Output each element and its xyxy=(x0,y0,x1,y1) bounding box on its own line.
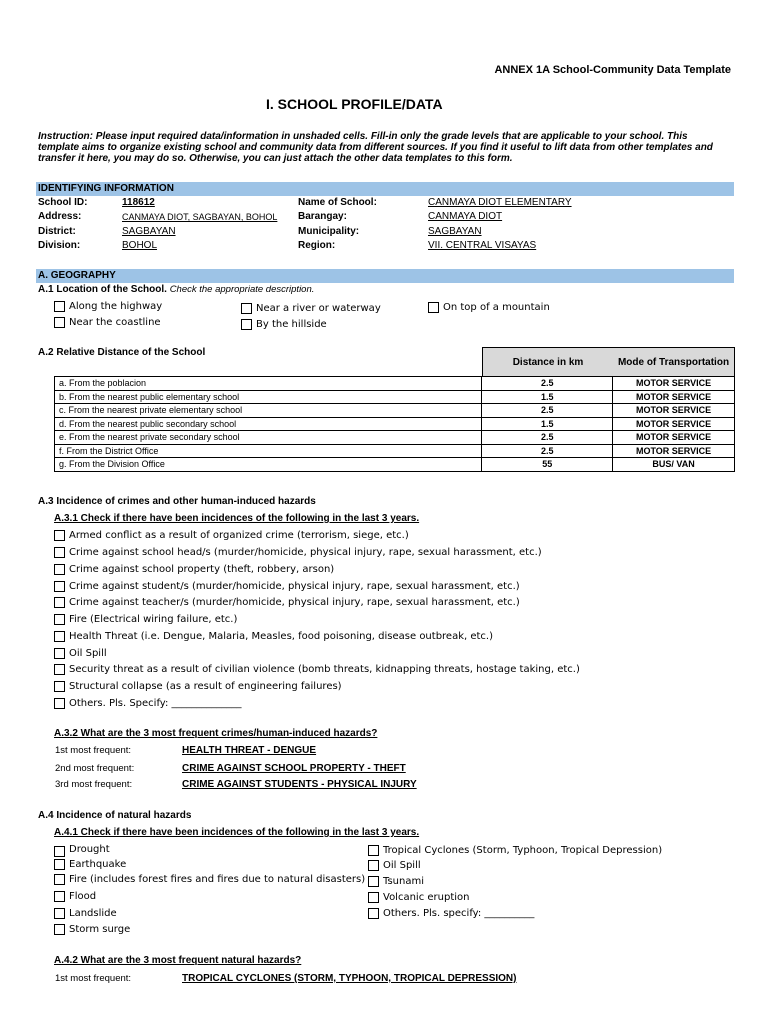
checkbox-icon xyxy=(54,859,65,870)
checkbox-icon xyxy=(54,846,65,857)
distance-label: a. From the poblacion xyxy=(55,377,482,391)
checkbox-icon xyxy=(54,891,65,902)
checkbox-icon xyxy=(54,530,65,541)
page-title: I. SCHOOL PROFILE/DATA xyxy=(266,96,443,112)
region-label: Region: xyxy=(298,240,336,251)
natural-label: Storm surge xyxy=(69,924,131,935)
crime-label: Crime against school head/s (murder/homicide, physical injury, rape, sexual harassment, etc.) xyxy=(69,547,542,558)
crime-label: Crime against school property (theft, robbery, arson) xyxy=(69,564,335,575)
checkbox-icon xyxy=(241,319,252,330)
a32-title: A.3.2 What are the 3 most frequent crimes/human-induced hazards? xyxy=(54,728,378,739)
identifying-information-band: IDENTIFYING INFORMATION xyxy=(36,182,734,196)
natural-freq-1-label: 1st most frequent: xyxy=(55,973,132,984)
table-row xyxy=(55,404,735,418)
distance-label: e. From the nearest private secondary school xyxy=(55,431,482,445)
natural-label: Drought xyxy=(69,844,110,855)
municipality-label: Municipality: xyxy=(298,226,360,237)
location-hillside-checkbox[interactable] xyxy=(241,319,391,330)
checkbox-icon xyxy=(368,845,379,856)
district-value[interactable]: SAGBAYAN xyxy=(122,226,176,237)
district-label: District: xyxy=(38,226,76,237)
location-label: Along the highway xyxy=(69,301,163,312)
transport-mode[interactable]: MOTOR SERVICE xyxy=(613,404,735,418)
crime-school-property-checkbox[interactable] xyxy=(54,564,446,575)
distance-column-header: Distance in km xyxy=(482,347,614,377)
division-label: Division: xyxy=(38,240,81,251)
crime-freq-1-value[interactable]: HEALTH THREAT - DENGUE xyxy=(182,745,317,756)
hazard-health-threat-checkbox[interactable] xyxy=(54,631,494,642)
checkbox-icon xyxy=(54,924,65,935)
crime-freq-1-label: 1st most frequent: xyxy=(55,745,132,756)
hazard-fire-checkbox[interactable] xyxy=(54,614,446,625)
annex-title: ANNEX 1A School-Community Data Template xyxy=(494,64,731,76)
transport-mode[interactable]: MOTOR SERVICE xyxy=(613,377,735,391)
checkbox-icon xyxy=(54,698,65,709)
a1-note: Check the appropriate description. xyxy=(169,284,315,295)
location-label: On top of a mountain xyxy=(443,302,550,313)
checkbox-icon xyxy=(54,547,65,558)
transport-column-header: Mode of Transportation xyxy=(613,347,735,377)
a1-title xyxy=(38,284,314,295)
a41-title: A.4.1 Check if there have been incidences of the following in the last 3 years. xyxy=(54,827,420,838)
checkbox-icon xyxy=(54,581,65,592)
checkbox-icon xyxy=(54,874,65,885)
checkbox-icon xyxy=(54,317,65,328)
natural-label: Flood xyxy=(69,891,97,902)
natural-drought-checkbox[interactable] xyxy=(54,844,359,853)
location-label: By the hillside xyxy=(256,319,327,330)
location-highway-checkbox[interactable] xyxy=(54,301,164,312)
checkbox-icon xyxy=(54,614,65,625)
distance-label: f. From the District Office xyxy=(55,444,482,458)
natural-oil-spill-checkbox[interactable] xyxy=(368,860,636,871)
distance-label: b. From the nearest public elementary school xyxy=(55,390,482,404)
natural-flood-checkbox[interactable] xyxy=(54,891,359,902)
crime-label: Crime against student/s (murder/homicide, physical injury, rape, sexual harassment, etc.) xyxy=(69,581,520,592)
checkbox-icon xyxy=(54,681,65,692)
hazard-oil-spill-checkbox[interactable] xyxy=(54,648,446,659)
location-coastline-checkbox[interactable] xyxy=(54,317,164,328)
a42-title: A.4.2 What are the 3 most frequent natural hazards? xyxy=(54,955,302,966)
geography-band: A. GEOGRAPHY xyxy=(36,269,734,283)
natural-earthquake-checkbox[interactable] xyxy=(54,859,359,870)
crime-label: Oil Spill xyxy=(69,648,107,659)
checkbox-icon xyxy=(241,303,252,314)
checkbox-icon xyxy=(54,648,65,659)
checkbox-icon xyxy=(368,908,379,919)
barangay-value[interactable]: CANMAYA DIOT xyxy=(428,211,503,222)
region-value[interactable]: VII. CENTRAL VISAYAS xyxy=(428,240,537,251)
distance-km[interactable]: 2.5 xyxy=(482,377,613,391)
transport-mode[interactable]: MOTOR SERVICE xyxy=(613,417,735,431)
checkbox-icon xyxy=(54,564,65,575)
barangay-label: Barangay: xyxy=(298,211,347,222)
crime-label: Security threat as a result of civilian violence (bomb threats, kidnapping threats, hostage taking, etc.) xyxy=(69,664,580,675)
natural-label: Tropical Cyclones (Storm, Typhoon, Tropical Depression) xyxy=(383,845,663,856)
crime-freq-2-value[interactable]: CRIME AGAINST SCHOOL PROPERTY - THEFT xyxy=(182,763,406,774)
location-river-checkbox[interactable] xyxy=(241,303,391,314)
distance-table xyxy=(54,376,735,472)
a1-title-text: A.1 Location of the School. xyxy=(38,284,167,295)
checkbox-icon xyxy=(54,301,65,312)
crime-armed-conflict-checkbox[interactable] xyxy=(54,530,446,541)
address-value[interactable]: CANMAYA DIOT, SAGBAYAN, BOHOL xyxy=(122,212,278,222)
natural-label: Landslide xyxy=(69,908,117,919)
crime-others-checkbox[interactable] xyxy=(54,698,446,709)
distance-km[interactable]: 2.5 xyxy=(482,431,613,445)
natural-freq-1-value[interactable]: TROPICAL CYCLONES (STORM, TYPHOON, TROPICAL DEPRESSION) xyxy=(182,973,517,984)
checkbox-icon xyxy=(368,876,379,887)
crime-freq-2-label: 2nd most frequent: xyxy=(55,763,135,774)
location-label: Near a river or waterway xyxy=(256,303,381,314)
crime-teachers-checkbox[interactable] xyxy=(54,597,520,608)
hazard-structural-collapse-checkbox[interactable] xyxy=(54,681,446,692)
checkbox-icon xyxy=(54,631,65,642)
checkbox-icon xyxy=(428,302,439,313)
crime-label: Fire (Electrical wiring failure, etc.) xyxy=(69,614,238,625)
natural-storm-surge-checkbox[interactable] xyxy=(54,924,359,935)
natural-label: Tsunami xyxy=(383,876,424,887)
natural-landslide-checkbox[interactable] xyxy=(54,908,359,919)
natural-label: Volcanic eruption xyxy=(383,892,470,903)
instruction-text: Instruction: Please input required data/information in unshaded cells. Fill-in only the grade levels that are applicable to your school. This template aims to organize existing school and community data from different sources. If you find it useful to lift data from other templates and transfer it here, you may do so. Otherwise, you can just attach the other data templates to this form. xyxy=(38,131,713,164)
crime-label: Health Threat (i.e. Dengue, Malaria, Measles, food poisoning, disease outbreak, etc.) xyxy=(69,631,494,642)
division-value[interactable]: BOHOL xyxy=(122,240,158,251)
school-id-label: School ID: xyxy=(38,197,88,208)
school-name-label: Name of School: xyxy=(298,197,377,208)
a4-title: A.4 Incidence of natural hazards xyxy=(38,810,192,821)
table-row xyxy=(55,431,735,445)
crime-school-head-checkbox[interactable] xyxy=(54,547,542,558)
natural-label: Fire (includes forest fires and fires due to natural disasters) xyxy=(69,874,366,885)
table-row xyxy=(55,390,735,404)
distance-label: c. From the nearest private elementary school xyxy=(55,404,482,418)
natural-fire-checkbox[interactable] xyxy=(54,874,366,885)
school-name-value[interactable]: CANMAYA DIOT ELEMENTARY xyxy=(428,197,572,208)
transport-mode[interactable]: MOTOR SERVICE xyxy=(613,431,735,445)
transport-mode[interactable]: BUS/ VAN xyxy=(613,458,735,472)
distance-km[interactable]: 2.5 xyxy=(482,404,613,418)
transport-mode[interactable]: MOTOR SERVICE xyxy=(613,390,735,404)
table-row xyxy=(55,444,735,458)
checkbox-icon xyxy=(54,597,65,608)
table-row xyxy=(55,417,735,431)
distance-label: g. From the Division Office xyxy=(55,458,482,472)
crime-label: Armed conflict as a result of organized crime (terrorism, siege, etc.) xyxy=(69,530,409,541)
a2-title: A.2 Relative Distance of the School xyxy=(38,347,206,358)
natural-tropical-cyclones-checkbox[interactable] xyxy=(368,845,663,856)
address-label: Address: xyxy=(38,211,82,222)
distance-km[interactable]: 2.5 xyxy=(482,444,613,458)
crime-freq-3-value[interactable]: CRIME AGAINST STUDENTS - PHYSICAL INJURY xyxy=(182,779,417,790)
municipality-value[interactable]: SAGBAYAN xyxy=(428,226,482,237)
table-row xyxy=(55,458,735,472)
checkbox-icon xyxy=(54,664,65,675)
natural-label: Oil Spill xyxy=(383,860,421,871)
school-id-value[interactable]: 118612 xyxy=(122,197,155,208)
checkbox-icon xyxy=(54,908,65,919)
natural-label: Earthquake xyxy=(69,859,127,870)
natural-others-checkbox[interactable] xyxy=(368,908,636,919)
distance-km[interactable]: 1.5 xyxy=(482,390,613,404)
location-label: Near the coastline xyxy=(69,317,161,328)
distance-km[interactable]: 55 xyxy=(482,458,613,472)
table-row xyxy=(55,377,735,391)
natural-label: Others. Pls. specify: __________ xyxy=(383,908,535,919)
a31-title: A.3.1 Check if there have been incidences of the following in the last 3 years. xyxy=(54,513,420,524)
distance-km[interactable]: 1.5 xyxy=(482,417,613,431)
crime-label: Crime against teacher/s (murder/homicide, physical injury, rape, sexual harassment, etc.) xyxy=(69,597,520,608)
location-mountain-checkbox[interactable] xyxy=(428,302,550,313)
crime-label: Others. Pls. Specify: ______________ xyxy=(69,698,242,709)
transport-mode[interactable]: MOTOR SERVICE xyxy=(613,444,735,458)
a3-title: A.3 Incidence of crimes and other human-induced hazards xyxy=(38,496,316,507)
hazard-security-threat-checkbox[interactable] xyxy=(54,664,580,675)
checkbox-icon xyxy=(368,892,379,903)
checkbox-icon xyxy=(368,860,379,871)
crime-freq-3-label: 3rd most frequent: xyxy=(55,779,133,790)
distance-label: d. From the nearest public secondary school xyxy=(55,417,482,431)
crime-students-checkbox[interactable] xyxy=(54,581,520,592)
natural-volcanic-eruption-checkbox[interactable] xyxy=(368,892,636,903)
crime-label: Structural collapse (as a result of engineering failures) xyxy=(69,681,342,692)
natural-tsunami-checkbox[interactable] xyxy=(368,876,636,887)
